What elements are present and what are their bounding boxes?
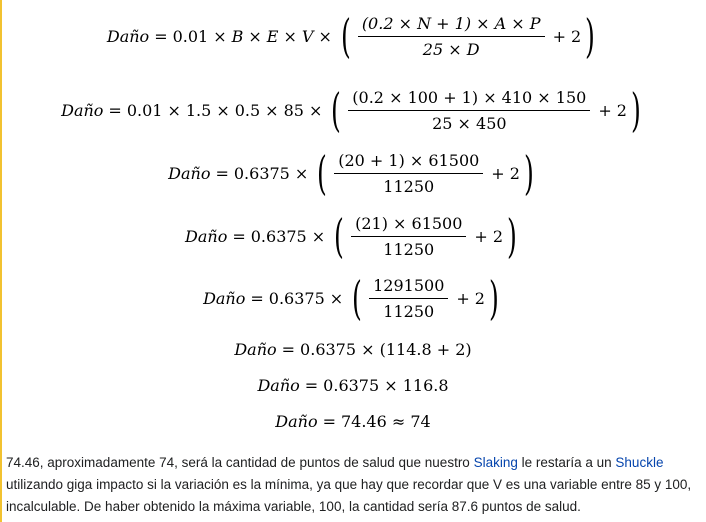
eq6-rhs: 0.6375 × (114.8 + 2) — [300, 339, 472, 359]
eq5-denominator: 11250 — [383, 301, 435, 321]
eq1-fraction — [358, 14, 545, 59]
explanation-paragraph — [6, 452, 700, 518]
equation-substituted: Daño = 0.01 × 1.5 × 0.5 × 85 × ( $\frac{(0.2 \times 100 + 1) \times 410 \times 150}{25 \times 450}$ + 2 ) — [61, 83, 641, 137]
eq4-fraction — [351, 214, 466, 259]
paragraph-text-2: le restaría a un — [517, 455, 616, 470]
eq1-plus-term: 2 — [570, 26, 582, 46]
eq5-fraction — [369, 276, 448, 321]
left-accent-border — [0, 0, 2, 522]
eq1-e: E — [266, 26, 279, 46]
eq1-v: V — [301, 26, 314, 46]
eq1-numerator: (0.2 × N + 1) × A × P — [358, 14, 545, 37]
paragraph-text-3: utilizando giga impacto si la variación es la mínima, ya que hay que recordar que V es una variable entre 85 y 100, incalculable. De haber obtenido la máxima variable, 100, la cantidad sería 87.6 puntos de salud. — [6, 477, 692, 514]
equation-general: Daño = 0.01 × B × E × V × ( $\frac{(0.2 \times N + 1) \times A \times P}{25 \times D}$ + 2 ) — [106, 9, 596, 63]
equation-step-5: Daño = 0.6375 × ( $\frac{1291500}{11250}$ + 2 ) — [203, 271, 499, 325]
eq6-lhs: Daño — [234, 339, 277, 359]
eq8-lhs: Daño — [275, 411, 318, 431]
eq4-plus-term: 2 — [492, 226, 504, 246]
eq3-lhs: Daño — [168, 163, 211, 183]
eq4-lhs: Daño — [185, 226, 228, 246]
eq5-lhs: Daño — [203, 288, 246, 308]
eq2-e: 0.5 — [234, 100, 261, 120]
equation-result: Daño = 74.46 ≈ 74 — [275, 411, 431, 431]
eq3-fraction — [334, 151, 483, 196]
eq1-b: B — [231, 26, 244, 46]
eq4-numerator: (21) × 61500 — [351, 214, 466, 237]
equation-step-3: Daño = 0.6375 × ( $\frac{(20 + 1) \times 61500}{11250}$ + 2 ) — [168, 146, 534, 200]
paragraph-text-1: 74.46, aproximadamente 74, será la cantidad de puntos de salud que nuestro — [6, 455, 474, 470]
equation-step-6: Daño = 0.6375 × (114.8 + 2) — [234, 339, 472, 359]
eq3-denominator: 11250 — [383, 176, 435, 196]
eq2-lhs: Daño — [61, 100, 104, 120]
eq3-plus-term: 2 — [509, 163, 520, 183]
eq2-numerator: (0.2 × 100 + 1) × 410 × 150 — [348, 88, 590, 111]
eq5-plus-term: 2 — [474, 288, 485, 308]
eq5-numerator: 1291500 — [369, 276, 448, 299]
eq1-denominator: 25 × D — [422, 39, 480, 59]
eq3-k: 0.6375 — [233, 163, 290, 183]
eq2-denominator: 25 × 450 — [432, 113, 507, 133]
slaking-link[interactable]: Slaking — [473, 455, 518, 470]
eq4-k: 0.6375 — [250, 226, 307, 246]
eq2-b: 1.5 — [185, 100, 212, 120]
eq1-lhs: Daño — [106, 26, 150, 46]
eq2-k: 0.01 — [126, 100, 163, 120]
eq5-k: 0.6375 — [268, 288, 325, 308]
eq3-numerator: (20 + 1) × 61500 — [334, 151, 483, 174]
eq1-k: 0.01 — [172, 26, 209, 46]
eq2-fraction — [348, 88, 590, 133]
eq2-plus-term: 2 — [616, 100, 627, 120]
eq7-rhs: 0.6375 × 116.8 — [323, 375, 449, 395]
eq4-denominator: 11250 — [383, 239, 435, 259]
eq7-lhs: Daño — [257, 375, 300, 395]
shuckle-link[interactable]: Shuckle — [615, 455, 664, 470]
eq8-rhs: 74.46 ≈ 74 — [340, 411, 431, 431]
equation-step-4: Daño = 0.6375 × ( $\frac{(21) \times 61500}{11250}$ + 2 ) — [185, 209, 517, 263]
eq2-v: 85 — [283, 100, 304, 120]
equation-step-7: Daño = 0.6375 × 116.8 — [257, 375, 449, 395]
